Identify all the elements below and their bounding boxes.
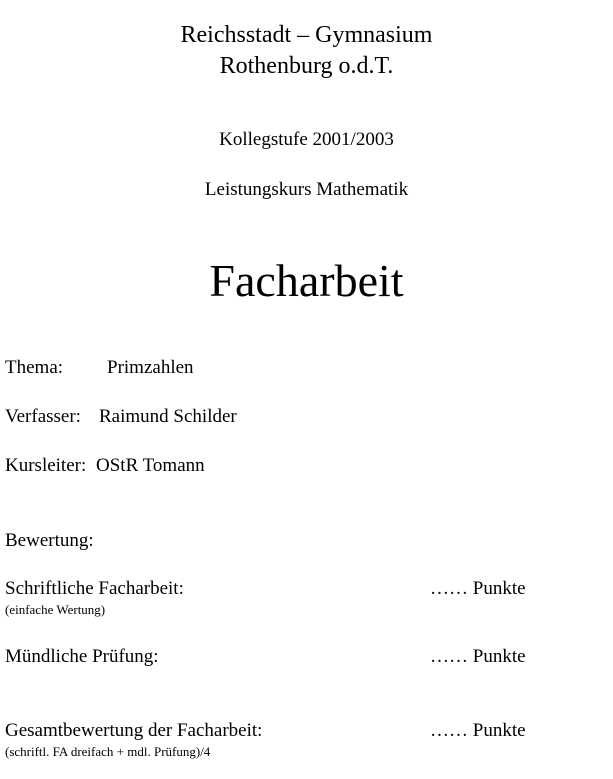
gesamt-label: Gesamtbewertung der Facharbeit:	[5, 720, 263, 741]
verfasser-label: Verfasser:	[5, 406, 81, 427]
schriftlich-note: (einfache Wertung)	[5, 602, 106, 617]
document-title: Facharbeit	[209, 255, 404, 306]
gesamt-points: …… Punkte	[430, 720, 526, 741]
course-text: Leistungskurs Mathematik	[204, 179, 409, 200]
muendlich-label: Mündliche Prüfung:	[5, 646, 159, 667]
verfasser-value: Raimund Schilder	[99, 406, 237, 427]
kursleiter-value: OStR Tomann	[96, 455, 205, 476]
muendlich-points: …… Punkte	[430, 646, 526, 667]
thema-label: Thema:	[5, 357, 64, 378]
school-name-line1: Reichsstadt – Gymnasium	[180, 22, 433, 48]
bewertung-heading: Bewertung:	[5, 530, 94, 551]
schriftlich-points: …… Punkte	[430, 578, 526, 599]
kollegstufe-text: Kollegstufe 2001/2003	[219, 129, 394, 150]
kursleiter-label: Kursleiter:	[5, 455, 87, 476]
schriftlich-label: Schriftliche Facharbeit:	[5, 578, 184, 599]
school-name-line2: Rothenburg o.d.T.	[219, 53, 394, 79]
gesamt-note: (schriftl. FA dreifach + mdl. Prüfung)/4	[5, 744, 211, 759]
thema-value: Primzahlen	[107, 357, 194, 378]
